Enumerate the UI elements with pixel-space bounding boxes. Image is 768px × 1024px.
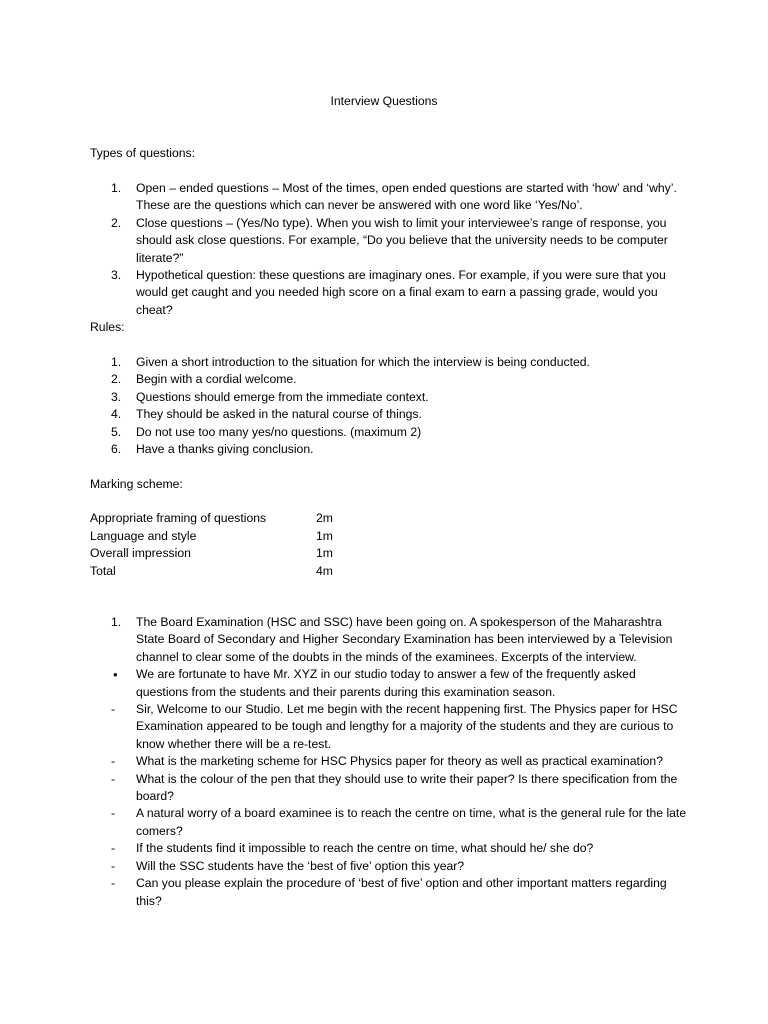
page-title: Interview Questions: [330, 94, 438, 108]
marking-criterion: Appropriate framing of questions: [90, 511, 267, 525]
question-text: Will the SSC students have the ‘best of five’ option this year?: [136, 858, 465, 873]
exercise-text: The Board Examination (HSC and SSC) have been going on. A spokesperson of the Maharashtra State Board of Secondary and Higher Secondary Examination has been interviewed by a Television channel to clear some of the doubts in the minds of the examinees. Excerpts of the interview.: [136, 615, 673, 664]
list-number: 5.: [111, 424, 122, 439]
exercise-section: [90, 614, 690, 910]
rules-list: [90, 354, 690, 458]
list-item: [90, 840, 690, 857]
list-item: [90, 389, 690, 406]
list-item: [90, 180, 690, 215]
list-item-text: Do not use too many yes/no questions. (maximum 2): [136, 424, 422, 439]
dash-marker: -: [111, 858, 116, 873]
question-text: If the students find it impossible to reach the centre on time, what should he/ she do?: [136, 841, 594, 856]
dash-marker: -: [111, 702, 116, 717]
list-item: [90, 424, 690, 441]
list-number: 3.: [111, 268, 122, 283]
table-row: [90, 563, 490, 581]
dash-marker: -: [111, 771, 116, 786]
list-item-text: Open – ended questions – Most of the times, open ended questions are started with ‘how’ and ‘why’. These are the questions which can never be answered with one word like ‘Yes/No’.: [136, 181, 677, 213]
marking-heading: Marking scheme:: [90, 477, 183, 491]
table-row: [90, 545, 490, 563]
list-item-text: Begin with a cordial welcome.: [136, 372, 297, 387]
question-text: What is the colour of the pen that they should use to write their paper? Is there specification from the board?: [136, 771, 678, 804]
list-number: 1.: [111, 615, 122, 629]
question-text: Sir, Welcome to our Studio. Let me begin with the recent happening first. The Physics paper for HSC Examination appeared to be tough and lengthy for a majority of the students and they are curious to know whether there will be a re-test.: [136, 702, 678, 751]
list-number: 3.: [111, 389, 122, 404]
list-number: 6.: [111, 442, 122, 457]
list-item-text: They should be asked in the natural course of things.: [136, 407, 422, 422]
list-item: [90, 215, 690, 267]
list-item: [90, 753, 690, 770]
marking-value: 1m: [316, 528, 333, 543]
list-item: [90, 406, 690, 423]
marking-criterion: Total: [90, 563, 116, 578]
dash-marker: -: [111, 754, 116, 769]
dash-marker: -: [111, 806, 116, 821]
list-item-text: Given a short introduction to the situation for which the interview is being conducted.: [136, 355, 590, 369]
list-number: 4.: [111, 407, 122, 422]
list-item: [90, 267, 690, 319]
marking-criterion: Overall impression: [90, 546, 191, 561]
list-item: [90, 354, 690, 371]
list-item: [90, 666, 690, 701]
list-number: 2.: [111, 215, 122, 230]
list-item: [90, 371, 690, 388]
marking-value: 1m: [316, 546, 333, 561]
list-item: [90, 441, 690, 458]
marking-scheme-table: [90, 510, 490, 580]
list-item: [90, 701, 690, 753]
list-item: [90, 771, 690, 806]
question-text: What is the marketing scheme for HSC Physics paper for theory as well as practical examination?: [136, 754, 663, 769]
marking-value: 4m: [316, 563, 333, 578]
marking-criterion: Language and style: [90, 528, 197, 543]
list-item-text: Questions should emerge from the immediate context.: [136, 389, 429, 404]
intro-text: We are fortunate to have Mr. XYZ in our studio today to answer a few of the frequently asked questions from the students and their parents during this examination season.: [136, 667, 636, 699]
table-row: [90, 510, 490, 528]
table-row: [90, 528, 490, 546]
types-heading: Types of questions:: [90, 146, 196, 160]
question-text: Can you please explain the procedure of ‘best of five’ option and other important matters regarding this?: [136, 876, 667, 908]
list-item: [90, 805, 690, 840]
question-text: A natural worry of a board examinee is to reach the centre on time, what is the general rule for the late comers?: [136, 806, 687, 838]
marking-value: 2m: [316, 511, 333, 525]
list-item: [90, 858, 690, 875]
rules-heading: Rules:: [90, 320, 125, 334]
list-item-text: Close questions – (Yes/No type). When you wish to limit your interviewee’s range of response, you should ask close questions. For example, “Do you believe that the university needs to be computer literate?”: [136, 215, 668, 265]
list-number: 2.: [111, 372, 122, 387]
bullet-marker: •: [113, 667, 118, 683]
list-item-text: Have a thanks giving conclusion.: [136, 442, 314, 457]
dash-marker: -: [111, 841, 116, 856]
types-list: [90, 180, 690, 319]
list-item: [90, 875, 690, 910]
list-number: 1.: [111, 181, 122, 195]
exercise-item: [90, 614, 690, 666]
list-number: 1.: [111, 355, 122, 369]
dash-marker: -: [111, 876, 116, 891]
list-item-text: Hypothetical question: these questions are imaginary ones. For example, if you were sure that you would get caught and you needed high score on a final exam to earn a passing grade, would you cheat?: [136, 268, 666, 317]
